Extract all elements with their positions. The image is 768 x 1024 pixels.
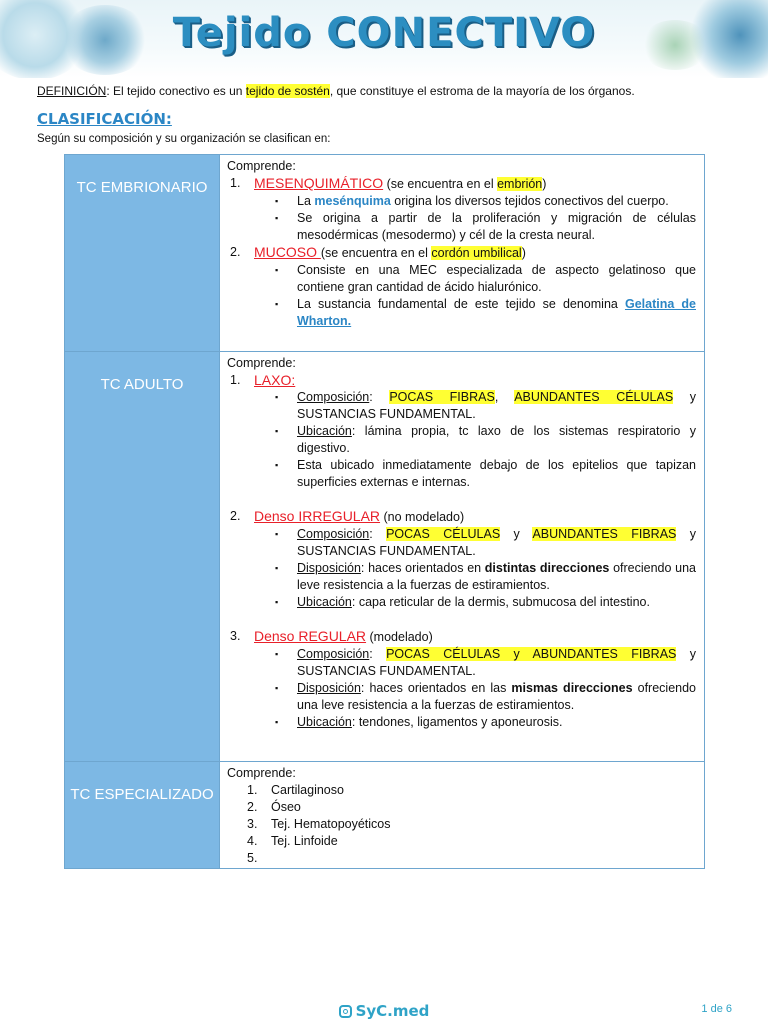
list-item: ▪ Ubicación: capa reticular de la dermis, submucosa del intestino. [227,594,696,611]
bullet-icon [275,594,297,611]
list-item: 3. Denso REGULAR (modelado) [230,628,433,644]
bullet-icon [275,526,297,560]
table-row-embrionario [65,155,704,352]
bullet-icon [275,714,297,731]
content-adulto: Comprende: 1. LAXO: ▪ Composición: POCAS FIBRAS, ABUNDANTES CÉLULAS y SUSTANCIAS FUNDAMENTAL. ▪ Ubicación: lámina propia, tc laxo de los sistemas respiratorio y digestivo. ▪ Esta ubicado inmediatamente debajo de los epitelios que tapizan superficies externas e internas. 2. Denso IRREGULAR (no modelado) ▪ Composición: POCAS CÉLULAS y ABUNDANTES FIBRAS y SUSTANCIAS FUNDAMENTAL. ▪ Disposición: haces orientados en distintas direcciones ofreciendo una leve resistencia a la fuerzas de estiramientos. ▪ Ubicación: capa reticular de la dermis, submucosa del intestino. 3. Denso REGULAR (modelado) ▪ Composición: POCAS CÉLULAS y ABUNDANTES FIBRAS y SUSTANCIAS FUNDAMENTAL. ▪ Disposición: haces orientados en las mismas direcciones ofreciendo una leve resistencia a la fuerzas de estiramientos. ▪ Ubicación: tendones, ligamentos y aponeurosis. [220,352,704,761]
bullet-icon [275,210,297,244]
list-item: ▪ Ubicación: lámina propia, tc laxo de los sistemas respiratorio y digestivo. [227,423,696,457]
bullet-icon [275,296,297,330]
table-row-adulto [65,352,704,762]
header-banner [0,0,768,78]
list-item: ▪ La sustancia fundamental de este tejido se denomina Gelatina de Wharton. [227,296,696,330]
list-item: 1. MESENQUIMÁTICO (se encuentra en el embrión) [230,175,547,191]
definition-highlight: tejido de sostén [245,84,330,98]
category-adulto: TC ADULTO [65,352,220,761]
list-item: ▪ Esta ubicado inmediatamente debajo de los epitelios que tapizan superficies externas e internas. [227,457,696,491]
definition-paragraph: DEFINICIÓN: El tejido conectivo es un tejido de sostén, que constituye el estroma de la mayoría de los órganos. [37,84,635,98]
page-number: 1 de 6 [701,1003,732,1015]
bullet-icon [275,457,297,491]
list-item: 2. Óseo [247,800,301,814]
bullet-icon [275,646,297,680]
footer-brand[interactable]: SyC.med [0,1002,768,1020]
gelatina-wharton-link[interactable]: Gelatina de Wharton. [297,297,696,328]
list-item: 1. Cartilaginoso [247,783,344,797]
content-especializado: Comprende: 1. Cartilaginoso 2. Óseo 3. Tej. Hematopoyéticos 4. Tej. Linfoide 5. [220,762,704,868]
list-item: ▪ Disposición: haces orientados en las mismas direcciones ofreciendo una leve resistencia a la fuerzas de estiramientos. [227,680,696,714]
instagram-icon [339,1005,352,1018]
page-title: Tejido CONECTIVO [172,10,596,56]
table-row-especializado [65,762,704,868]
list-item: ▪ Ubicación: tendones, ligamentos y aponeurosis. [227,714,696,731]
list-item: ▪ Consiste en una MEC especializada de aspecto gelatinoso que contiene gran cantidad de ácido hialurónico. [227,262,696,296]
definition-label: DEFINICIÓN [37,84,107,98]
bullet-icon [275,262,297,296]
bullet-icon [275,193,297,210]
classification-table [64,154,705,869]
category-especializado: TC ESPECIALIZADO [65,762,220,868]
list-item: ▪ Se origina a partir de la proliferación y migración de células mesodérmicas (mesodermo) y cél de la cresta neural. [227,210,696,244]
bullet-icon [275,680,297,714]
list-item: ▪ La mesénquima origina los diversos tejidos conectivos del cuerpo. [227,193,696,210]
list-item: 1. LAXO: [230,372,296,388]
list-item: 5. [247,851,258,865]
list-item: 2. Denso IRREGULAR (no modelado) [230,508,465,524]
list-item: 3. Tej. Hematopoyéticos [247,817,391,831]
list-item: ▪ Disposición: haces orientados en distintas direcciones ofreciendo una leve resistencia a la fuerzas de estiramientos. [227,560,696,594]
content-embrionario: Comprende: 1. MESENQUIMÁTICO (se encuentra en el embrión) ▪ La mesénquima origina los diversos tejidos conectivos del cuerpo. ▪ Se origina a partir de la proliferación y migración de células mesodérmicas (mesodermo) y cél de la cresta neural. 2. MUCOSO (se encuentra en el cordón umbilical) ▪ Consiste en una MEC especializada de aspecto gelatinoso que contiene gran cantidad de ácido hialurónico. ▪ La sustancia fundamental de este tejido se denomina Gelatina de Wharton. [220,155,704,351]
list-item: ▪ Composición: POCAS CÉLULAS y ABUNDANTES FIBRAS y SUSTANCIAS FUNDAMENTAL. [227,526,696,560]
bullet-icon [275,389,297,423]
bullet-icon [275,560,297,594]
list-item: ▪ Composición: POCAS FIBRAS, ABUNDANTES CÉLULAS y SUSTANCIAS FUNDAMENTAL. [227,389,696,423]
bullet-icon [275,423,297,457]
list-item: 4. Tej. Linfoide [247,834,338,848]
list-item: 2. MUCOSO (se encuentra en el cordón umbilical) [230,244,526,260]
list-item: ▪ Composición: POCAS CÉLULAS y ABUNDANTES FIBRAS y SUSTANCIAS FUNDAMENTAL. [227,646,696,680]
category-embrionario: TC EMBRIONARIO [65,155,220,351]
classification-intro: Según su composición y su organización se clasifican en: [37,133,331,145]
classification-heading: CLASIFICACIÓN: [37,110,172,128]
